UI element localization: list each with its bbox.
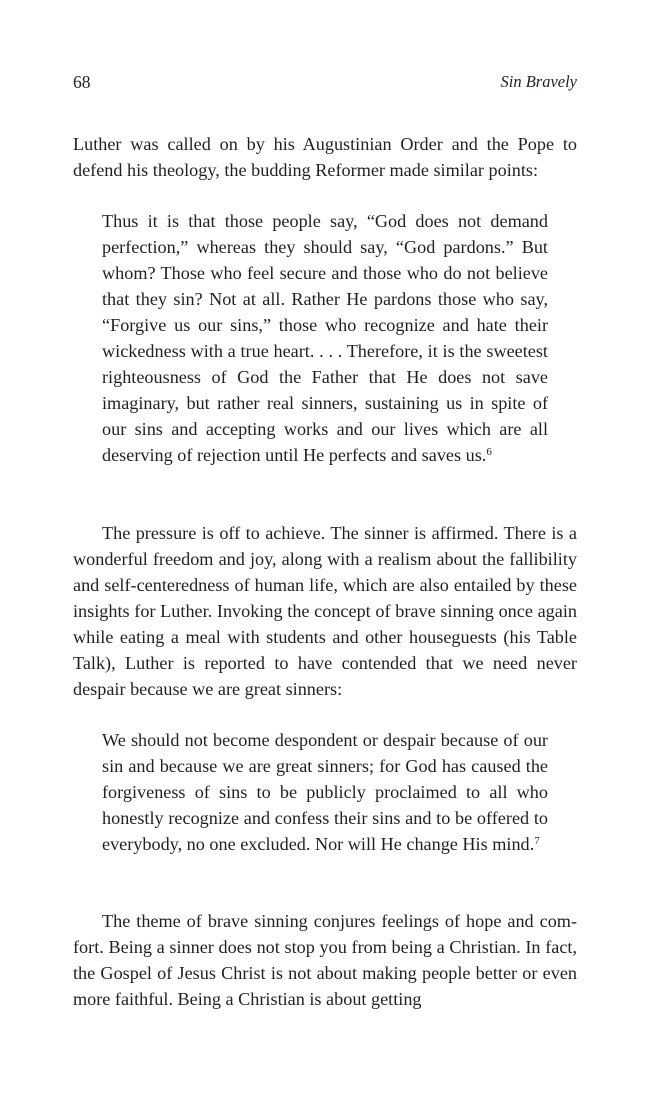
footnote-marker: 6 xyxy=(486,445,492,458)
paragraph-text: The pressure is off to achieve. The sinner is affirmed. There is a wonderful freedom and joy, along with a realism about the fallibility and self-centeredness of human life, which are also entailed by these insights for Luther. Invoking the concept of brave sinning once again while eating a meal with students and other houseguests (his Table Talk), Luther is reported to have contended that we need never despair because we are great sinners: xyxy=(73,523,577,699)
block-quote-text xyxy=(102,727,548,857)
block-quote-2 xyxy=(102,727,548,857)
body-paragraph-3 xyxy=(73,908,577,1012)
page-number: 68 xyxy=(73,72,91,92)
footnote-marker: 7 xyxy=(534,834,540,847)
quote-body: We should not become despondent or despair because of our sin and because we are great sinners; for God has caused the forgiveness of sins to be publicly proclaimed to all who honestly recognize and confess their sins and to be offered to everybody, no one excluded. Nor will He change His mind. xyxy=(102,730,548,854)
quote-body: Thus it is that those people say, “God does not demand perfection,” whereas they should say, “God pardons.” But whom? Those who feel secure and those who do not believe that they sin? Not at all. Rather He pardons those who say, “Forgive us our sins,” those who recognize and hate their wickedness with a true heart. . . . Therefore, it is the sweetest righteousness of God the Father that He does not save imaginary, but rather real sinners, sustaining us in spite of our sins and accepting works and our lives which are all deserving of rejection until He perfects and saves us. xyxy=(102,211,548,465)
opening-paragraph xyxy=(73,131,577,183)
body-paragraph-2 xyxy=(73,520,577,702)
paragraph-text: The theme of brave sinning conjures feelings of hope and comfort. Being a sinner does not stop you from being a Christian. In fact, the Gospel of Jesus Christ is not about making people better or even more faithful. Being a Christian is about getting xyxy=(73,911,577,1009)
running-title: Sin Bravely xyxy=(500,72,577,91)
running-head xyxy=(73,70,577,94)
paragraph-text: Luther was called on by his Augustinian Order and the Pope to defend his theology, the budding Reformer made similar points: xyxy=(73,134,577,180)
block-quote-1 xyxy=(102,208,548,468)
block-quote-text xyxy=(102,208,548,468)
